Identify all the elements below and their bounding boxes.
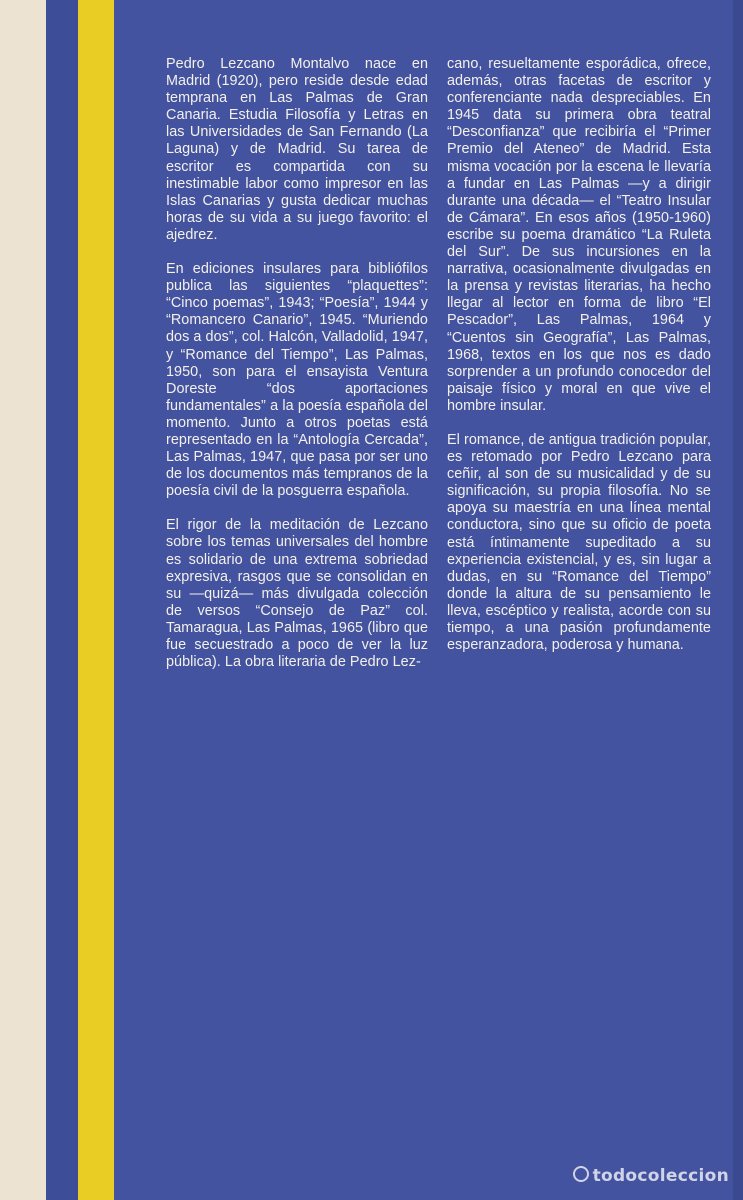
biography-paragraph: En ediciones insulares para bibliófilos publica las siguientes “plaquettes”: “Cinco poemas”, 1943; “Poesía”, 1944 y “Romancero Canario”, 1945. “Muriendo dos a dos”, col. Halcón, Valladolid, 1947, y “Romance del Tiempo”, Las Palmas, 1950, son para el ensayista Ventura Doreste “dos aportaciones fundamentales” a la poesía española del momento. Junto a otros poetas está representado en la “Antología Cercada”, Las Palmas, 1947, que pasa por ser uno de los documentos más tempranos de la poesía civil de la posguerra española. <box>166 261 428 500</box>
cream-stripe <box>0 0 46 1200</box>
cover-edge <box>733 0 743 1200</box>
biography-paragraph: Pedro Lezcano Montalvo nace en Madrid (1920), pero reside desde edad temprana en Las Palmas de Gran Canaria. Estudia Filosofía y Letras en las Universidades de San Fernando (La Laguna) y de Madrid. Su tarea de escritor es compartida con su inestimable labor como impresor en las Islas Canarias y gusta dedicar muchas horas de su vida a su juego favorito: el ajedrez. <box>166 56 428 243</box>
biography-paragraph: El rigor de la meditación de Lezcano sobre los temas universales del hombre es solidario de una extrema sobriedad expresiva, rasgos que se consolidan en su —quizá— más divulgada colección de versos “Consejo de Paz” col. Tamaragua, Las Palmas, 1965 (libro que fue secuestrado a poco de ver la luz pública). La obra literaria de Pedro Lez- <box>166 517 428 671</box>
biography-paragraph: El romance, de antigua tradición popular, es retomado por Pedro Lezcano para ceñir, al son de su musicalidad y de su significación, su propia filosofía. No se apoya su maestría en una línea mental conductora, sino que su oficio de poeta está íntimamente supeditado a su experiencia existencial, y es, sin lugar a dudas, en su “Romance del Tiempo” donde la altura de su pensamiento le lleva, escéptico y realista, acorde con su tiempo, a una pasión profundamente esperanzadora, poderosa y humana. <box>447 431 711 654</box>
biography-right-column <box>447 56 711 671</box>
biography-paragraph: cano, resueltamente esporádica, ofrece, además, otras facetas de escritor y conferenciante nada despreciables. En 1945 data su primera obra teatral “Desconfianza” que recibiría el “Primer Premio del Ateneo” de Madrid. Esta misma vocación por la escena le llevaría a fundar en Las Palmas —y a dirigir durante una década— el “Teatro Insular de Cámara”. En esos años (1950-1960) escribe su poema dramático “La Ruleta del Sur”. De sus incursiones en la narrativa, ocasionalmente divulgadas en la prensa y revistas literarias, ha hecho llegar al lector en forma de libro “El Pescador”, Las Palmas, 1964 y “Cuentos sin Geografía”, Las Palmas, 1968, textos en los que nos es dado sorprender a un profundo conocedor del paisaje físico y moral en que vive el hombre insular. <box>447 56 711 414</box>
biography-left-column <box>166 56 428 688</box>
yellow-stripe <box>78 0 114 1200</box>
watermark-logo-icon <box>573 1166 589 1182</box>
blue-stripe <box>46 0 78 1200</box>
watermark-text: todocoleccion <box>592 1166 729 1186</box>
watermark <box>573 1166 729 1186</box>
